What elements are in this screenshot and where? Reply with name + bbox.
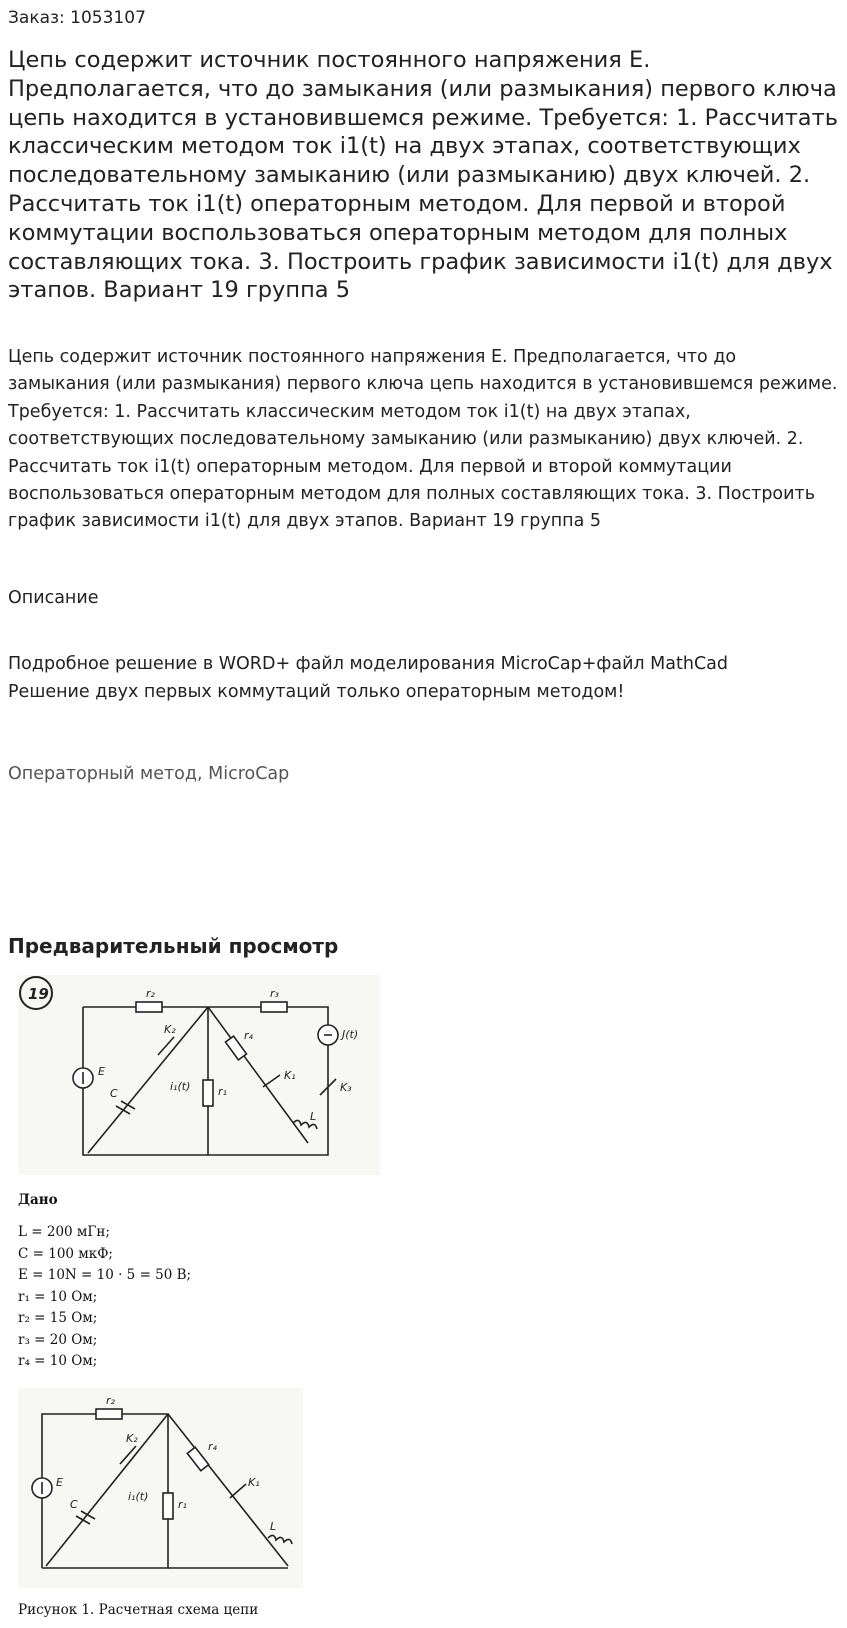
label-c-calc: C	[70, 1498, 78, 1511]
label-l: L	[310, 1110, 317, 1123]
label-r3: r₃	[270, 987, 279, 1000]
circuit-diagram-calc	[18, 1388, 303, 1588]
circuit-svg	[18, 975, 380, 1175]
description-heading: Описание	[8, 588, 99, 608]
given-block	[18, 1192, 191, 1373]
page-title: Цепь содержит источник постоянного напряжения Е. Предполагается, что до замыкания (или размыкания) первого ключа цепь находится в установившемся режиме. Требуется: 1. Рассчитать классическим методом ток i1(t) на двух этапах, соответствующих последовательному замыканию (или размыканию) двух ключей. 2. Рассчитать ток i1(t) операторным методом. Для первой и второй коммутации воспользоваться операторным методом для полных составляющих тока. 3. Построить график зависимости i1(t) для двух этапов. Вариант 19 группа 5	[8, 47, 838, 304]
label-k2: K₂	[164, 1023, 176, 1036]
label-r1: r₁	[218, 1085, 227, 1098]
label-e-calc: E	[56, 1476, 63, 1489]
label-i1-calc: i₁(t)	[128, 1490, 149, 1503]
figure-caption: Рисунок 1. Расчетная схема цепи	[18, 1602, 259, 1618]
given-row: E = 10N = 10 · 5 = 50 В;	[18, 1267, 192, 1283]
details-line: Подробное решение в WORD+ файл моделирования MicroCap+файл MathCad	[8, 654, 729, 674]
label-k1: K₁	[284, 1069, 296, 1082]
label-r2-calc: r₂	[106, 1394, 115, 1407]
label-r1-calc: r₁	[178, 1498, 187, 1511]
circuit-svg-calc	[18, 1388, 303, 1588]
given-row: r₁ = 10 Ом;	[18, 1288, 98, 1305]
given-row: L = 200 мГн;	[18, 1224, 110, 1240]
label-k2-calc: K₂	[126, 1432, 138, 1445]
tags: Операторный метод, MicroCap	[8, 764, 290, 784]
given-row: r₂ = 15 Ом;	[18, 1310, 98, 1326]
label-k1-calc: K₁	[248, 1476, 260, 1489]
label-r4-calc: r₄	[208, 1440, 217, 1453]
given-row: C = 100 мкФ;	[18, 1245, 113, 1262]
label-c: C	[110, 1087, 118, 1100]
given-row: r₄ = 10 Ом;	[18, 1353, 98, 1369]
label-jt: J(t)	[342, 1028, 359, 1041]
given-heading: Дано	[18, 1192, 58, 1208]
circuit-diagram-full	[18, 975, 380, 1175]
order-number: Заказ: 1053107	[8, 8, 146, 28]
label-k3: K₃	[340, 1081, 352, 1094]
label-e: E	[98, 1065, 105, 1078]
description-text: Цепь содержит источник постоянного напряжения Е. Предполагается, что до замыкания (или размыкания) первого ключа цепь находится в установившемся режиме. Требуется: 1. Рассчитать классическим методом ток i1(t) на двух этапах, соответствующих последовательному замыканию (или размыканию) двух ключей. 2. Рассчитать ток i1(t) операторным методом. Для первой и второй коммутации воспользоваться операторным методом для полных составляющих тока. 3. Построить график зависимости i1(t) для двух этапов. Вариант 19 группа 5	[8, 347, 838, 532]
label-r4: r₄	[244, 1029, 253, 1042]
preview-heading: Предварительный просмотр	[8, 934, 339, 958]
label-l-calc: L	[270, 1520, 277, 1533]
label-i1: i₁(t)	[170, 1080, 191, 1093]
variant-label: 19	[28, 985, 49, 1003]
given-row: r₃ = 20 Ом;	[18, 1331, 98, 1348]
details-block	[8, 650, 838, 706]
label-r2: r₂	[146, 987, 155, 1000]
details-line: Решение двух первых коммутаций только операторным методом!	[8, 682, 625, 702]
